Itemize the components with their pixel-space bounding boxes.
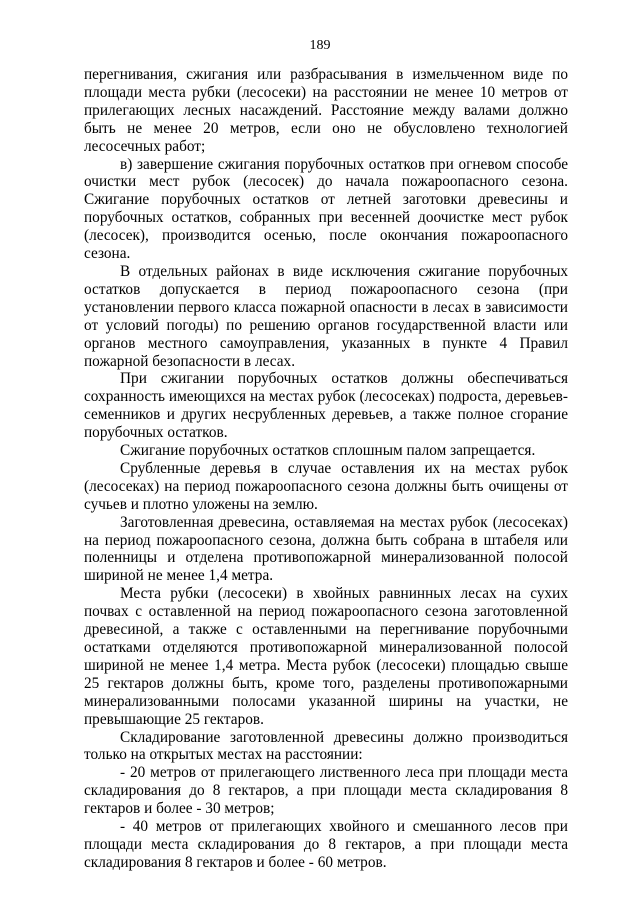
paragraph-9: Складирование заготовленной древесины должно производиться только на открытых местах на расстоянии: [84,728,568,764]
page-body [84,66,568,872]
paragraph-2: в) завершение сжигания порубочных остатков при огневом способе очистки мест рубок (лесосек) до начала пожароопасного сезона. Сжигание порубочных остатков от летней заготовки древесины и порубочных остатков, собранных при весенней доочистке мест рубок (лесосек), производится осенью, после окончания пожароопасного сезона. [84,155,568,263]
list-item-40-meters: - 40 метров от прилегающих хвойного и смешанного лесов при площади места складирования до 8 гектаров, а при площади места складирования 8 гектаров и более - 60 метров. [84,818,568,871]
paragraph-8: Места рубки (лесосеки) в хвойных равнинных лесах на сухих почвах с оставленной на период пожароопасного сезона заготовленной древесиной, а также с оставленными на перегнивание порубочными остатками отделяются противопожарной минерализованной полосой шириной не менее 1,4 метра. Места рубок (лесосеки) площадью свыше 25 гектаров должны быть, кроме того, разделены противопожарными минерализованными полосами указанной ширины на участки, не превышающие 25 гектаров. [84,585,568,728]
paragraph-7: Заготовленная древесина, оставляемая на местах рубок (лесосеках) на период пожароопасного сезона, должна быть собрана в штабеля или поленницы и отделена противопожарной минерализованной полосой шириной не менее 1,4 метра. [84,513,568,585]
paragraph-4: При сжигании порубочных остатков должны обеспечиваться сохранность имеющихся на местах рубок (лесосеках) подроста, деревьев-семенников и других несрубленных деревьев, а также полное сгорание порубочных остатков. [84,370,568,442]
paragraph-6: Срубленные деревья в случае оставления их на местах рубок (лесосеках) на период пожароопасного сезона должны быть очищены от сучьев и плотно уложены на землю. [84,459,568,513]
page-number: 189 [309,38,331,53]
paragraph-1: перегнивания, сжигания или разбрасывания в измельченном виде по площади места рубки (лесосеки) на расстоянии не менее 10 метров от прилегающих лесных насаждений. Расстояние между валами должно быть не менее 20 метров, если оно не обусловлено технологией лесосечных работ; [84,66,568,155]
paragraph-5: Сжигание порубочных остатков сплошным палом запрещается. [120,442,536,460]
list-item-20-meters: - 20 метров от прилегающего лиственного леса при площади места складирования до 8 гектаров, а при площади места складирования 8 гектаров и более - 30 метров; [84,764,568,818]
paragraph-3: В отдельных районах в виде исключения сжигание порубочных остатков допускается в период пожароопасного сезона (при установлении первого класса пожарной опасности в лесах в зависимости от условий погоды) по решению органов государственной власти или органов местного самоуправления, указанных в пункте 4 Правил пожарной безопасности в лесах. [84,262,568,370]
